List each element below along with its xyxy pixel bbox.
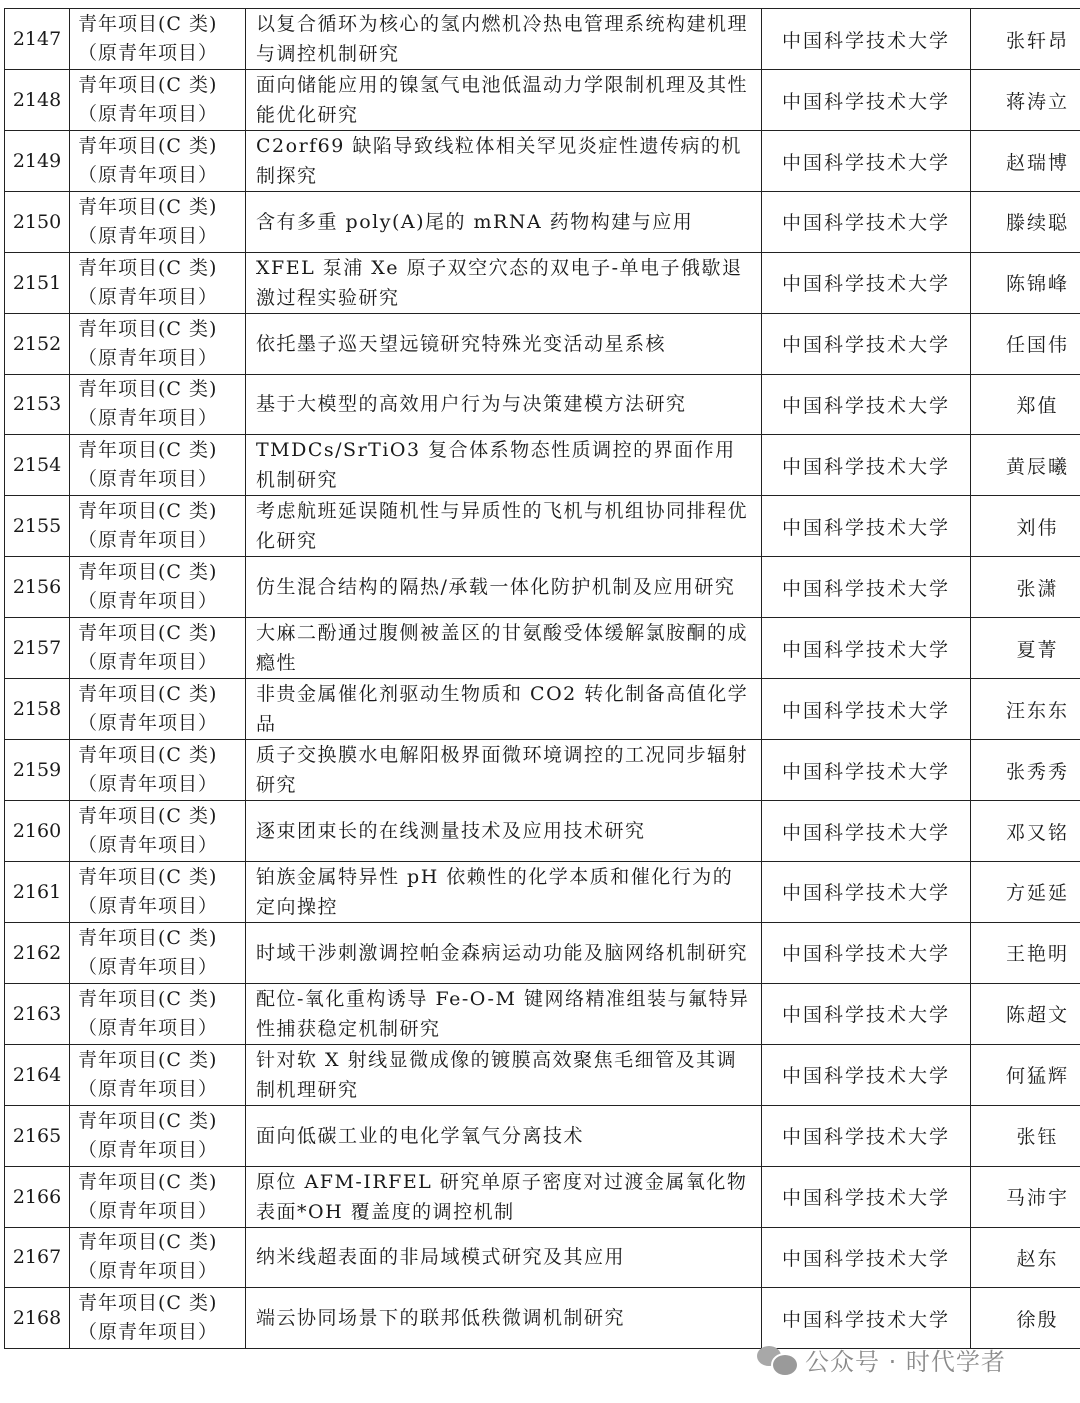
category-line-2: （原青年项目） bbox=[78, 712, 219, 735]
row-number: 2167 bbox=[5, 1227, 70, 1288]
category-line-2: （原青年项目） bbox=[78, 1077, 219, 1100]
table-row bbox=[5, 1105, 1080, 1166]
institution: 中国科学技术大学 bbox=[762, 861, 971, 922]
project-category bbox=[70, 1166, 246, 1227]
category-line-1: 青年项目(C 类) bbox=[78, 13, 218, 35]
category-line-2: （原青年项目） bbox=[78, 1016, 219, 1039]
category-line-1: 青年项目(C 类) bbox=[78, 926, 218, 949]
project-category bbox=[70, 801, 246, 862]
category-line-1: 青年项目(C 类) bbox=[78, 1170, 218, 1193]
row-number: 2153 bbox=[5, 374, 70, 435]
category-line-1: 青年项目(C 类) bbox=[78, 378, 218, 401]
principal-investigator: 任国伟 bbox=[971, 313, 1080, 374]
principal-investigator: 滕续聪 bbox=[971, 192, 1080, 253]
table-row bbox=[5, 618, 1080, 679]
institution: 中国科学技术大学 bbox=[762, 252, 971, 313]
institution: 中国科学技术大学 bbox=[762, 1166, 971, 1227]
row-number: 2148 bbox=[5, 70, 70, 131]
row-number: 2161 bbox=[5, 861, 70, 922]
table-row bbox=[5, 435, 1080, 496]
project-title: 原位 AFM-IRFEL 研究单原子密度对过渡金属氧化物表面*OH 覆盖度的调控机制 bbox=[246, 1166, 762, 1227]
category-line-2: （原青年项目） bbox=[78, 894, 219, 917]
principal-investigator: 何猛辉 bbox=[971, 1044, 1080, 1105]
project-category bbox=[70, 983, 246, 1044]
principal-investigator: 张秀秀 bbox=[971, 740, 1080, 801]
row-number: 2160 bbox=[5, 801, 70, 862]
category-line-2: （原青年项目） bbox=[78, 529, 219, 552]
category-line-1: 青年项目(C 类) bbox=[78, 1109, 218, 1132]
principal-investigator: 赵瑞博 bbox=[971, 131, 1080, 192]
category-line-1: 青年项目(C 类) bbox=[78, 256, 218, 279]
category-line-2: （原青年项目） bbox=[78, 468, 219, 491]
table-row bbox=[5, 1044, 1080, 1105]
project-title: 考虑航班延误随机性与异质性的飞机与机组协同排程优化研究 bbox=[246, 496, 762, 557]
row-number: 2162 bbox=[5, 922, 70, 983]
row-number: 2158 bbox=[5, 679, 70, 740]
institution: 中国科学技术大学 bbox=[762, 1288, 971, 1349]
project-title: 端云协同场景下的联邦低秩微调机制研究 bbox=[246, 1288, 762, 1349]
project-title: 非贵金属催化剂驱动生物质和 CO2 转化制备高值化学品 bbox=[246, 679, 762, 740]
project-title: 面向低碳工业的电化学氧气分离技术 bbox=[246, 1105, 762, 1166]
project-category bbox=[70, 679, 246, 740]
table-row bbox=[5, 496, 1080, 557]
project-title: 逐束团束长的在线测量技术及应用技术研究 bbox=[246, 801, 762, 862]
project-category bbox=[70, 922, 246, 983]
row-number: 2156 bbox=[5, 557, 70, 618]
table-row bbox=[5, 70, 1080, 131]
category-line-2: （原青年项目） bbox=[78, 955, 219, 978]
institution: 中国科学技术大学 bbox=[762, 557, 971, 618]
institution: 中国科学技术大学 bbox=[762, 1105, 971, 1166]
principal-investigator: 赵东 bbox=[971, 1227, 1080, 1288]
institution: 中国科学技术大学 bbox=[762, 983, 971, 1044]
project-title: 仿生混合结构的隔热/承载一体化防护机制及应用研究 bbox=[246, 557, 762, 618]
institution: 中国科学技术大学 bbox=[762, 9, 971, 70]
row-number: 2149 bbox=[5, 131, 70, 192]
project-category bbox=[70, 9, 246, 70]
project-category bbox=[70, 435, 246, 496]
institution: 中国科学技术大学 bbox=[762, 1227, 971, 1288]
category-line-1: 青年项目(C 类) bbox=[78, 195, 218, 218]
table-row bbox=[5, 557, 1080, 618]
project-category bbox=[70, 192, 246, 253]
category-line-1: 青年项目(C 类) bbox=[78, 805, 218, 828]
project-title: 针对软 X 射线显微成像的镀膜高效聚焦毛细管及其调制机理研究 bbox=[246, 1044, 762, 1105]
project-category bbox=[70, 861, 246, 922]
category-line-2: （原青年项目） bbox=[78, 1321, 219, 1344]
table-row bbox=[5, 1166, 1080, 1227]
watermark bbox=[757, 1341, 1006, 1377]
category-line-2: （原青年项目） bbox=[78, 1260, 219, 1283]
institution: 中国科学技术大学 bbox=[762, 922, 971, 983]
category-line-1: 青年项目(C 类) bbox=[78, 622, 218, 645]
category-line-1: 青年项目(C 类) bbox=[78, 317, 218, 340]
principal-investigator: 夏菁 bbox=[971, 618, 1080, 679]
institution: 中国科学技术大学 bbox=[762, 70, 971, 131]
row-number: 2166 bbox=[5, 1166, 70, 1227]
category-line-1: 青年项目(C 类) bbox=[78, 74, 218, 96]
category-line-1: 青年项目(C 类) bbox=[78, 135, 218, 157]
row-number: 2154 bbox=[5, 435, 70, 496]
category-line-1: 青年项目(C 类) bbox=[78, 987, 218, 1010]
row-number: 2152 bbox=[5, 313, 70, 374]
category-line-1: 青年项目(C 类) bbox=[78, 1048, 218, 1071]
category-line-1: 青年项目(C 类) bbox=[78, 561, 218, 584]
principal-investigator: 张潇 bbox=[971, 557, 1080, 618]
category-line-2: （原青年项目） bbox=[78, 164, 219, 186]
table-row bbox=[5, 131, 1080, 192]
row-number: 2159 bbox=[5, 740, 70, 801]
institution: 中国科学技术大学 bbox=[762, 618, 971, 679]
project-title: 配位-氧化重构诱导 Fe-O-M 键网络精准组装与氟特异性捕获稳定机制研究 bbox=[246, 983, 762, 1044]
category-line-1: 青年项目(C 类) bbox=[78, 439, 218, 462]
project-category bbox=[70, 1288, 246, 1349]
project-title: 纳米线超表面的非局域模式研究及其应用 bbox=[246, 1227, 762, 1288]
table-row bbox=[5, 192, 1080, 253]
table-row bbox=[5, 861, 1080, 922]
institution: 中国科学技术大学 bbox=[762, 192, 971, 253]
project-title: 依托墨子巡天望远镜研究特殊光变活动星系核 bbox=[246, 313, 762, 374]
category-line-1: 青年项目(C 类) bbox=[78, 683, 218, 706]
watermark-text: 公众号 · 时代学者 bbox=[805, 1347, 1006, 1376]
category-line-2: （原青年项目） bbox=[78, 407, 219, 430]
row-number: 2168 bbox=[5, 1288, 70, 1349]
category-line-2: （原青年项目） bbox=[78, 224, 219, 247]
project-title: 铂族金属特异性 pH 依赖性的化学本质和催化行为的定向操控 bbox=[246, 861, 762, 922]
principal-investigator: 陈锦峰 bbox=[971, 252, 1080, 313]
project-category bbox=[70, 1227, 246, 1288]
principal-investigator: 邓又铭 bbox=[971, 801, 1080, 862]
category-line-2: （原青年项目） bbox=[78, 1199, 219, 1222]
project-title: C2orf69 缺陷导致线粒体相关罕见炎症性遗传病的机制探究 bbox=[246, 131, 762, 192]
table-row bbox=[5, 801, 1080, 862]
table-row bbox=[5, 740, 1080, 801]
institution: 中国科学技术大学 bbox=[762, 740, 971, 801]
principal-investigator: 张钰 bbox=[971, 1105, 1080, 1166]
category-line-2: （原青年项目） bbox=[78, 103, 219, 125]
project-category bbox=[70, 618, 246, 679]
principal-investigator: 徐殷 bbox=[971, 1288, 1080, 1349]
grant-table-body bbox=[5, 9, 1080, 1349]
table-row bbox=[5, 1227, 1080, 1288]
category-line-2: （原青年项目） bbox=[78, 651, 219, 674]
category-line-2: （原青年项目） bbox=[78, 285, 219, 308]
wechat-icon bbox=[757, 1344, 797, 1374]
institution: 中国科学技术大学 bbox=[762, 374, 971, 435]
project-category bbox=[70, 740, 246, 801]
institution: 中国科学技术大学 bbox=[762, 131, 971, 192]
project-category bbox=[70, 374, 246, 435]
row-number: 2151 bbox=[5, 252, 70, 313]
principal-investigator: 汪东东 bbox=[971, 679, 1080, 740]
principal-investigator: 马沛宇 bbox=[971, 1166, 1080, 1227]
grant-table bbox=[4, 8, 1080, 1349]
category-line-1: 青年项目(C 类) bbox=[78, 1292, 218, 1315]
row-number: 2164 bbox=[5, 1044, 70, 1105]
institution: 中国科学技术大学 bbox=[762, 679, 971, 740]
category-line-1: 青年项目(C 类) bbox=[78, 1231, 218, 1254]
project-title: TMDCs/SrTiO3 复合体系物态性质调控的界面作用机制研究 bbox=[246, 435, 762, 496]
row-number: 2157 bbox=[5, 618, 70, 679]
principal-investigator: 黄辰曦 bbox=[971, 435, 1080, 496]
principal-investigator: 蒋涛立 bbox=[971, 70, 1080, 131]
project-category bbox=[70, 1044, 246, 1105]
table-row bbox=[5, 313, 1080, 374]
project-category bbox=[70, 313, 246, 374]
row-number: 2150 bbox=[5, 192, 70, 253]
principal-investigator: 刘伟 bbox=[971, 496, 1080, 557]
row-number: 2165 bbox=[5, 1105, 70, 1166]
project-title: 质子交换膜水电解阳极界面微环境调控的工况同步辐射研究 bbox=[246, 740, 762, 801]
category-line-2: （原青年项目） bbox=[78, 42, 219, 64]
table-row bbox=[5, 679, 1080, 740]
category-line-1: 青年项目(C 类) bbox=[78, 500, 218, 523]
project-title: 大麻二酚通过腹侧被盖区的甘氨酸受体缓解氯胺酮的成瘾性 bbox=[246, 618, 762, 679]
project-category bbox=[70, 1105, 246, 1166]
institution: 中国科学技术大学 bbox=[762, 496, 971, 557]
principal-investigator: 张轩昂 bbox=[971, 9, 1080, 70]
table-row bbox=[5, 252, 1080, 313]
principal-investigator: 方延延 bbox=[971, 861, 1080, 922]
table-row bbox=[5, 983, 1080, 1044]
table-row bbox=[5, 9, 1080, 70]
project-category bbox=[70, 70, 246, 131]
category-line-2: （原青年项目） bbox=[78, 1138, 219, 1161]
principal-investigator: 王艳明 bbox=[971, 922, 1080, 983]
project-category bbox=[70, 496, 246, 557]
row-number: 2147 bbox=[5, 9, 70, 70]
project-title: 以复合循环为核心的氢内燃机冷热电管理系统构建机理与调控机制研究 bbox=[246, 9, 762, 70]
category-line-2: （原青年项目） bbox=[78, 346, 219, 369]
category-line-2: （原青年项目） bbox=[78, 773, 219, 796]
institution: 中国科学技术大学 bbox=[762, 801, 971, 862]
project-category bbox=[70, 557, 246, 618]
table-row bbox=[5, 922, 1080, 983]
category-line-1: 青年项目(C 类) bbox=[78, 865, 218, 888]
principal-investigator: 郑值 bbox=[971, 374, 1080, 435]
category-line-1: 青年项目(C 类) bbox=[78, 744, 218, 767]
institution: 中国科学技术大学 bbox=[762, 435, 971, 496]
row-number: 2163 bbox=[5, 983, 70, 1044]
project-category bbox=[70, 131, 246, 192]
row-number: 2155 bbox=[5, 496, 70, 557]
project-title: XFEL 泵浦 Xe 原子双空穴态的双电子-单电子俄歇退激过程实验研究 bbox=[246, 252, 762, 313]
project-title: 时域干涉刺激调控帕金森病运动功能及脑网络机制研究 bbox=[246, 922, 762, 983]
project-title: 含有多重 poly(A)尾的 mRNA 药物构建与应用 bbox=[246, 192, 762, 253]
project-title: 面向储能应用的镍氢气电池低温动力学限制机理及其性能优化研究 bbox=[246, 70, 762, 131]
institution: 中国科学技术大学 bbox=[762, 313, 971, 374]
category-line-2: （原青年项目） bbox=[78, 834, 219, 857]
project-title: 基于大模型的高效用户行为与决策建模方法研究 bbox=[246, 374, 762, 435]
principal-investigator: 陈超文 bbox=[971, 983, 1080, 1044]
table-row bbox=[5, 374, 1080, 435]
project-category bbox=[70, 252, 246, 313]
category-line-2: （原青年项目） bbox=[78, 590, 219, 613]
table-row bbox=[5, 1288, 1080, 1349]
institution: 中国科学技术大学 bbox=[762, 1044, 971, 1105]
